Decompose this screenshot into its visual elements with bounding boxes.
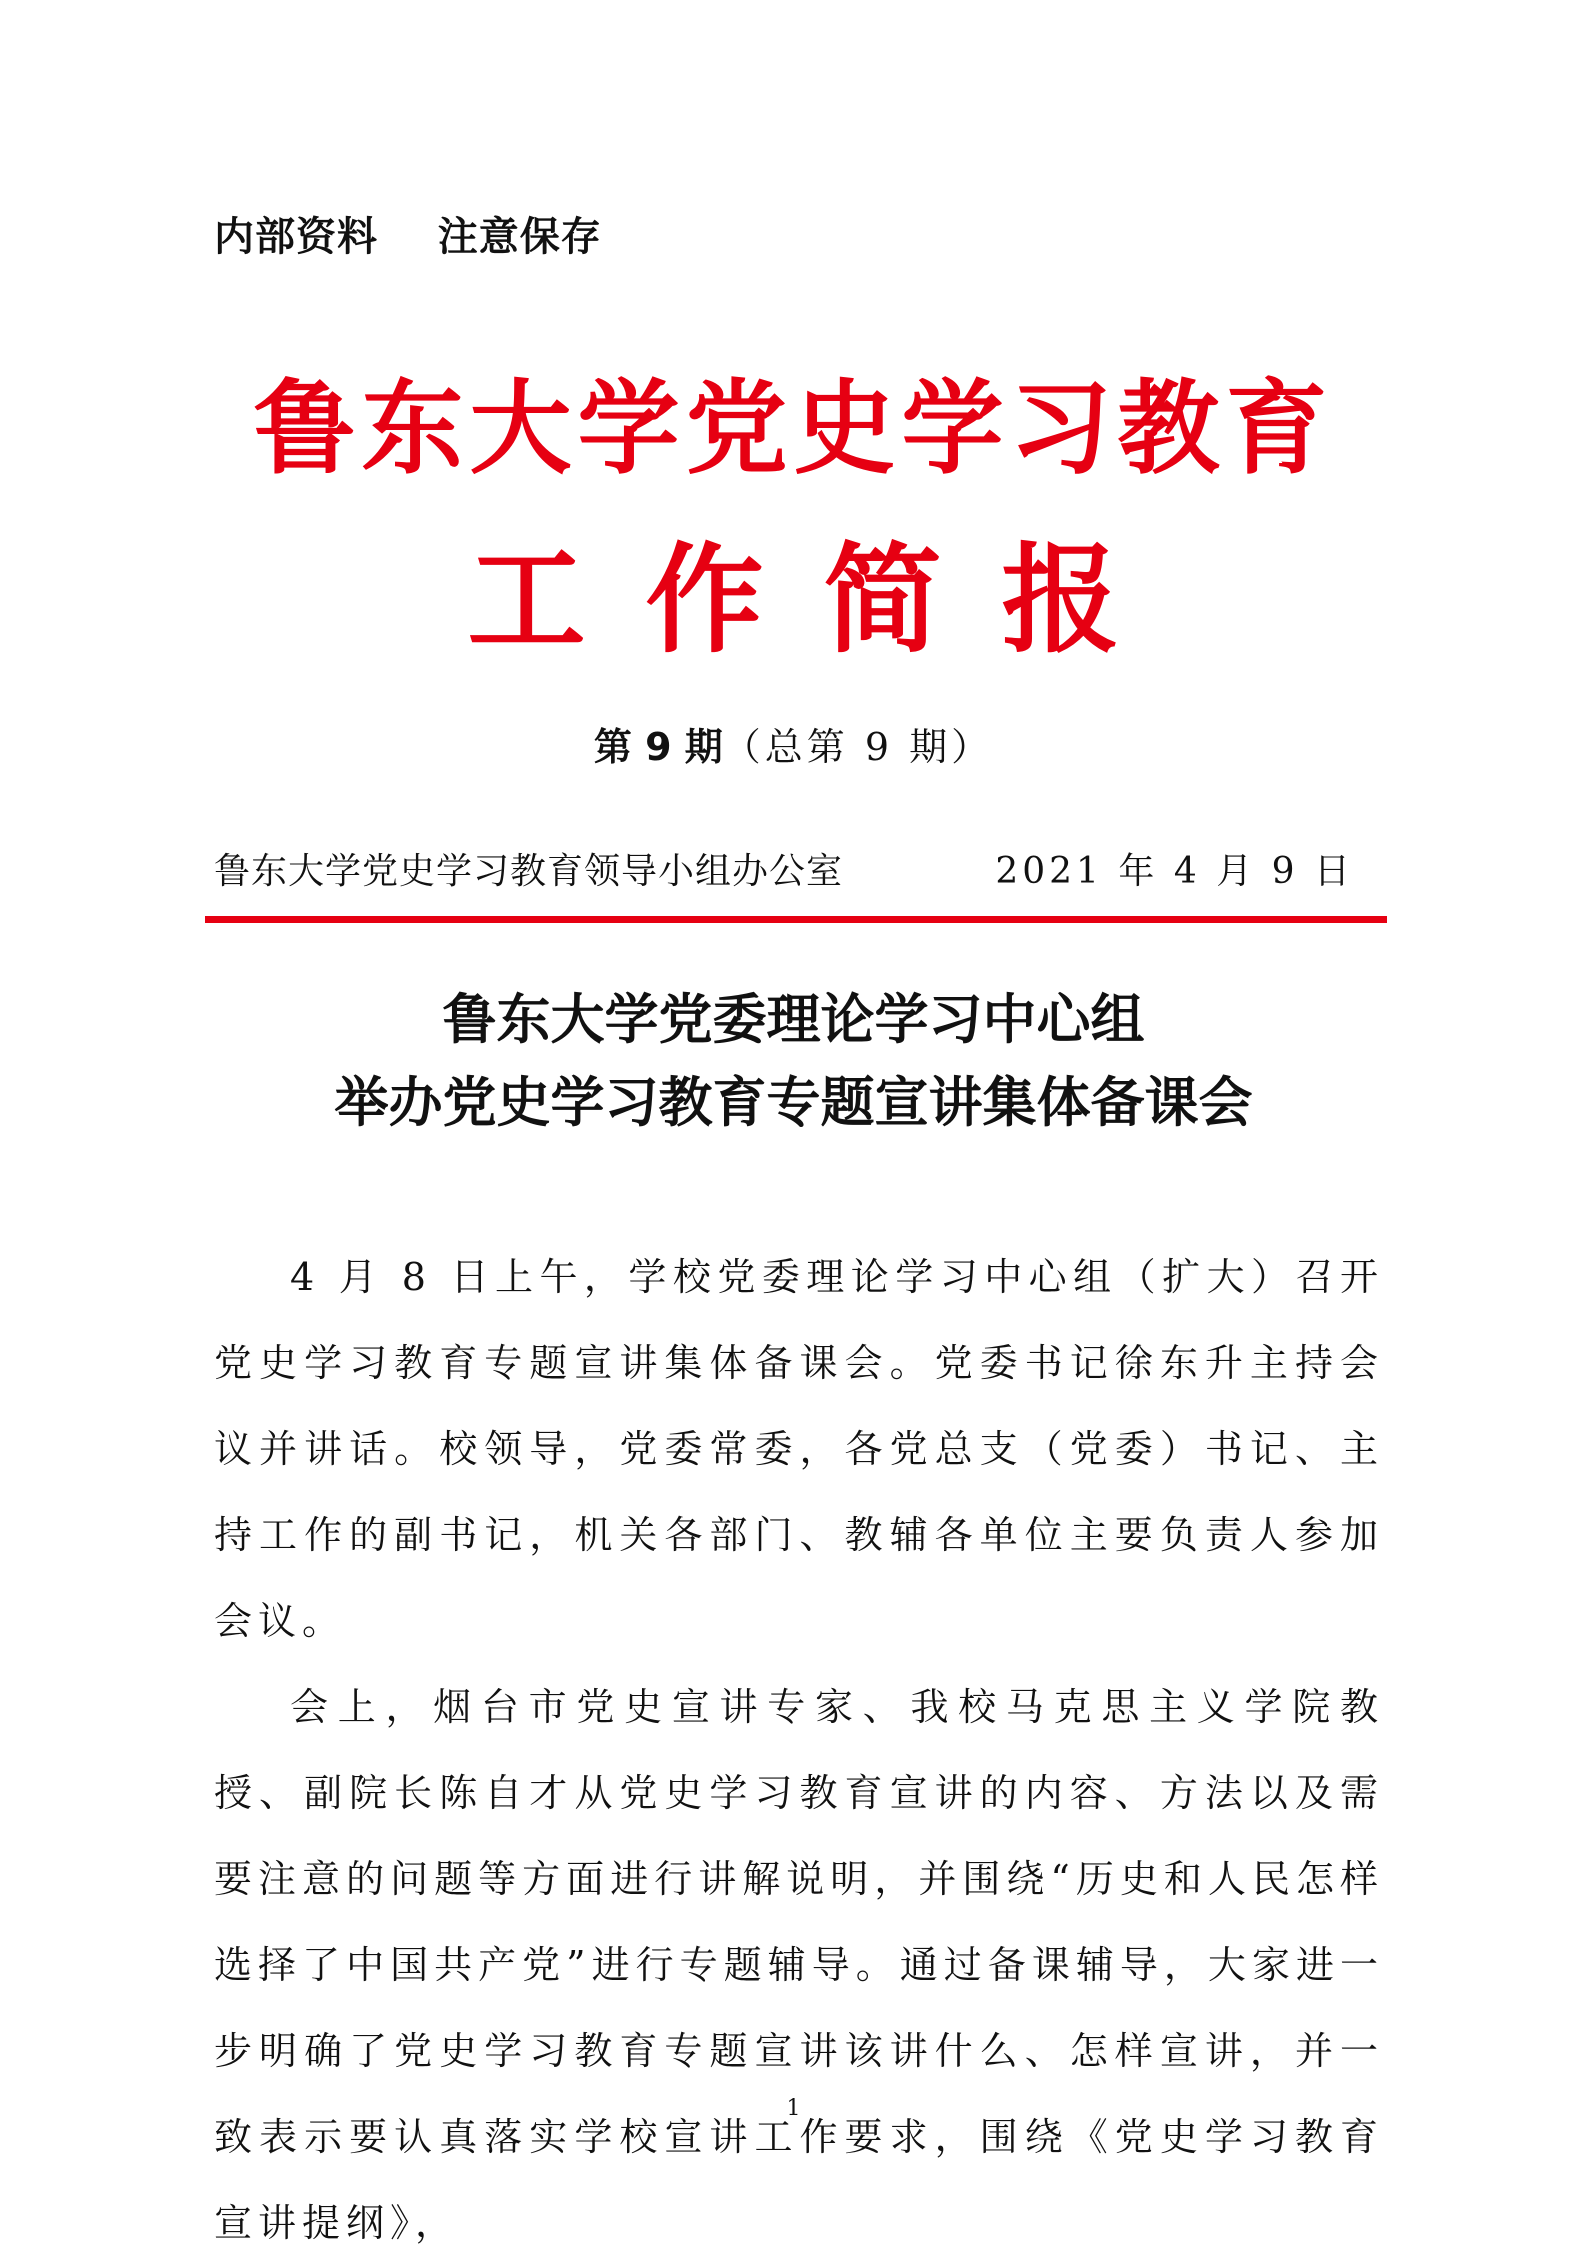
issue-date: 2021 年 4 月 9 日	[995, 851, 1354, 892]
article-paragraph: 会上，烟台市党史宣讲专家、我校马克思主义学院教授、副院长陈自才从党史学习教育宣讲的内容、方法以及需要注意的问题等方面进行讲解说明，并围绕“历史和人民怎样选择了中国共产党”进行专题辅导。通过备课辅导，大家进一步明确了党史学习教育专题宣讲该讲什么、怎样宣讲，并一致表示要认真落实学校宣讲工作要求，围绕《党史学习教育宣讲提纲》，	[214, 1685, 1384, 2245]
issue-number	[0, 722, 1587, 772]
issue-total: （总第 9 期）	[722, 725, 994, 769]
issue-main: 第 9 期	[593, 725, 723, 769]
article-title-line-1: 鲁东大学党委理论学习中心组	[442, 988, 1145, 1051]
issuing-office: 鲁东大学党史学习教育领导小组办公室	[214, 851, 844, 892]
page-number: 1	[786, 2096, 801, 2121]
internal-material-notice: 内部资料 注意保存	[214, 214, 602, 260]
article-paragraph: 4 月 8 日上午，学校党委理论学习中心组（扩大）召开党史学习教育专题宣讲集体备课会。党委书记徐东升主持会议并讲话。校领导，党委常委，各党总支（党委）书记、主持工作的副书记，机关各部门、教辅各单位主要负责人参加会议。	[214, 1255, 1384, 1643]
red-divider-line	[205, 916, 1387, 923]
article-title-line-2: 举办党史学习教育专题宣讲集体备课会	[334, 1071, 1253, 1134]
masthead-subtitle: 工作简报	[467, 531, 1180, 669]
masthead-title: 鲁东大学党史学习教育	[253, 370, 1334, 489]
